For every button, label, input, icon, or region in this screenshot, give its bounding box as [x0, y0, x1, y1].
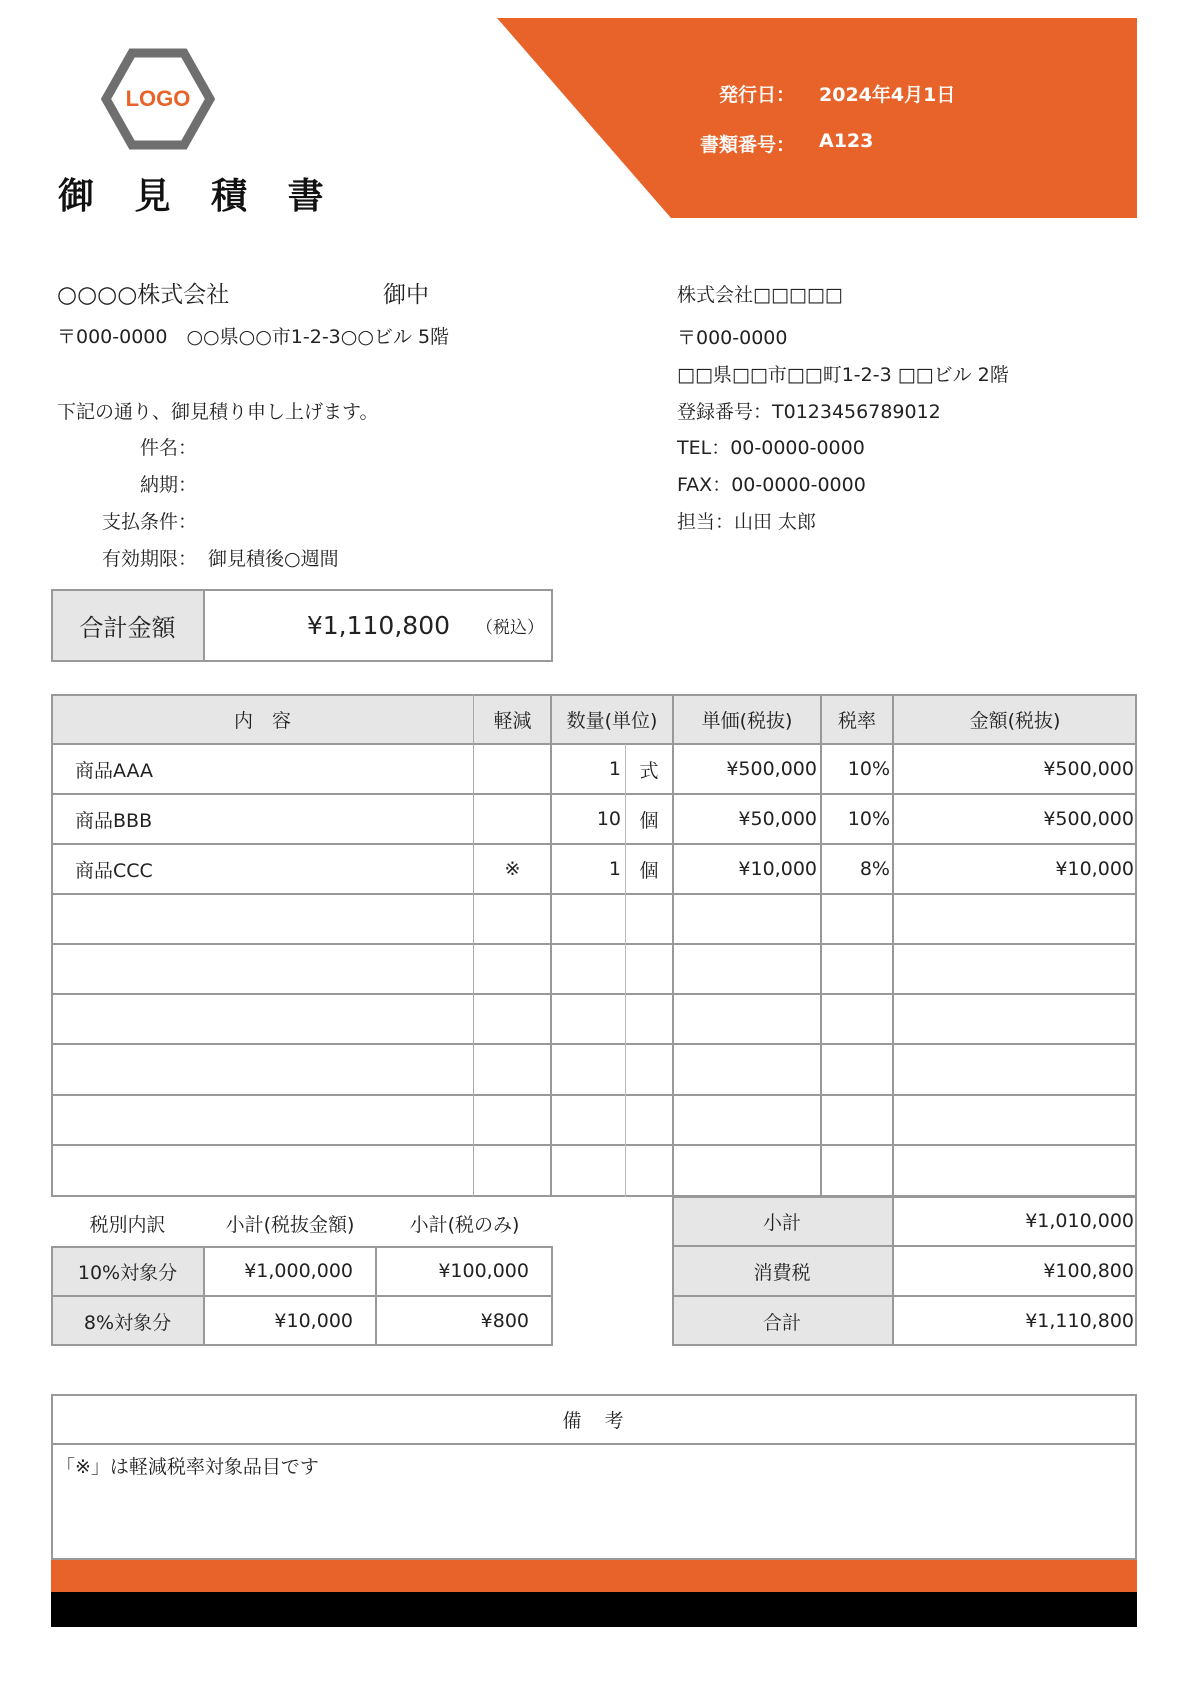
summary-label: 小計: [762, 1211, 801, 1234]
item-name: 商品CCC: [75, 859, 153, 882]
col-header-tax-rate: 税率: [837, 709, 876, 732]
table-row-empty: [51, 944, 1137, 994]
item-unit-price: ¥50,000: [738, 808, 817, 830]
term-value-validity: 御見積後○週間: [208, 548, 339, 570]
tax-breakdown-label: 8%対象分: [83, 1311, 172, 1334]
summary-value: ¥1,110,800: [1025, 1310, 1134, 1332]
header-banner: [497, 18, 1137, 218]
tax-breakdown-tax: ¥100,000: [438, 1260, 529, 1282]
recipient-company: ○○○○株式会社: [57, 282, 230, 308]
total-amount-label: 合計金額: [79, 614, 176, 642]
sender-postal: 〒000-0000: [677, 327, 788, 349]
issue-date-label: 発行日：: [718, 84, 795, 106]
tax-breakdown-header-tax: 小計(税のみ): [409, 1213, 520, 1236]
term-label-validity: 有効期限：: [101, 548, 197, 570]
col-header-unit-price: 単価(税抜): [701, 709, 793, 732]
summary-label: 合計: [762, 1311, 801, 1334]
doc-number-label: 書類番号：: [699, 134, 795, 156]
remarks-text[interactable]: 「※」は軽減税率対象品目です: [56, 1456, 319, 1478]
item-qty: 10: [596, 808, 621, 830]
tax-breakdown-header-category: 税別内訳: [89, 1213, 166, 1236]
document-title: 御 見 積 書: [58, 176, 338, 217]
doc-number-value: A123: [819, 130, 874, 152]
tax-breakdown-label: 10%対象分: [77, 1261, 178, 1284]
footer-band-black: [51, 1592, 1137, 1627]
item-amount: ¥500,000: [1043, 808, 1134, 830]
recipient-honorific: 御中: [383, 282, 429, 308]
footer-band-orange: [51, 1560, 1137, 1592]
sender-address: □□県□□市□□町1-2-3 □□ビル 2階: [677, 364, 1009, 386]
item-reduced-mark: [474, 744, 551, 794]
item-unit-price: ¥500,000: [726, 758, 817, 780]
logo-text: LOGO: [125, 86, 191, 111]
table-row-empty: [51, 1145, 1137, 1195]
table-row-empty: [51, 1044, 1137, 1094]
col-header-quantity: 数量(単位): [566, 709, 658, 732]
table-row-empty: [51, 1095, 1137, 1145]
recipient-address: 〒000-0000 ○○県○○市1-2-3○○ビル 5階: [57, 326, 450, 348]
summary-value: ¥100,800: [1043, 1260, 1134, 1282]
col-header-reduced: 軽減: [493, 709, 532, 732]
item-tax-rate: 10%: [847, 808, 890, 830]
sender-fax: FAX：00-0000-0000: [677, 474, 866, 496]
summary-value: ¥1,010,000: [1025, 1210, 1134, 1232]
item-unit: 式: [639, 759, 659, 782]
item-unit: 個: [639, 859, 659, 882]
summary-label: 消費税: [753, 1261, 811, 1284]
total-amount-value: ¥1,110,800: [306, 611, 450, 640]
total-amount-tax-note: （税込）: [476, 618, 544, 638]
tax-breakdown-subtotal: ¥1,000,000: [244, 1260, 353, 1282]
item-unit-price: ¥10,000: [738, 858, 817, 880]
item-reduced-mark: ※: [504, 858, 521, 880]
logo: [100, 48, 216, 150]
sender-company: 株式会社□□□□□: [677, 284, 843, 306]
item-qty: 1: [608, 758, 621, 780]
item-amount: ¥10,000: [1055, 858, 1134, 880]
item-qty: 1: [608, 858, 621, 880]
item-name: 商品BBB: [75, 809, 153, 832]
term-label-delivery: 納期：: [139, 474, 197, 496]
table-row-empty: [51, 894, 1137, 944]
item-reduced-mark: [474, 794, 551, 844]
col-header-amount: 金額(税抜): [969, 709, 1061, 732]
tax-breakdown-tax: ¥800: [480, 1310, 529, 1332]
item-tax-rate: 10%: [847, 758, 890, 780]
remarks-title: 備 考: [562, 1409, 626, 1432]
tax-breakdown-subtotal: ¥10,000: [274, 1310, 353, 1332]
sender-registration: 登録番号：T0123456789012: [677, 401, 941, 423]
table-row-empty: [51, 994, 1137, 1044]
intro-text: 下記の通り、御見積り申し上げます。: [57, 401, 379, 423]
term-label-subject: 件名：: [139, 437, 197, 459]
item-name: 商品AAA: [75, 759, 154, 782]
term-label-payment: 支払条件：: [101, 511, 197, 533]
issue-date-value: 2024年4月1日: [819, 84, 956, 106]
col-header-description: 内 容: [233, 709, 291, 732]
item-tax-rate: 8%: [859, 858, 890, 880]
sender-contact: 担当：山田 太郎: [677, 511, 817, 533]
item-unit: 個: [639, 809, 659, 832]
tax-breakdown-header-subtotal: 小計(税抜金額): [225, 1213, 355, 1236]
sender-tel: TEL：00-0000-0000: [677, 437, 865, 459]
item-amount: ¥500,000: [1043, 758, 1134, 780]
